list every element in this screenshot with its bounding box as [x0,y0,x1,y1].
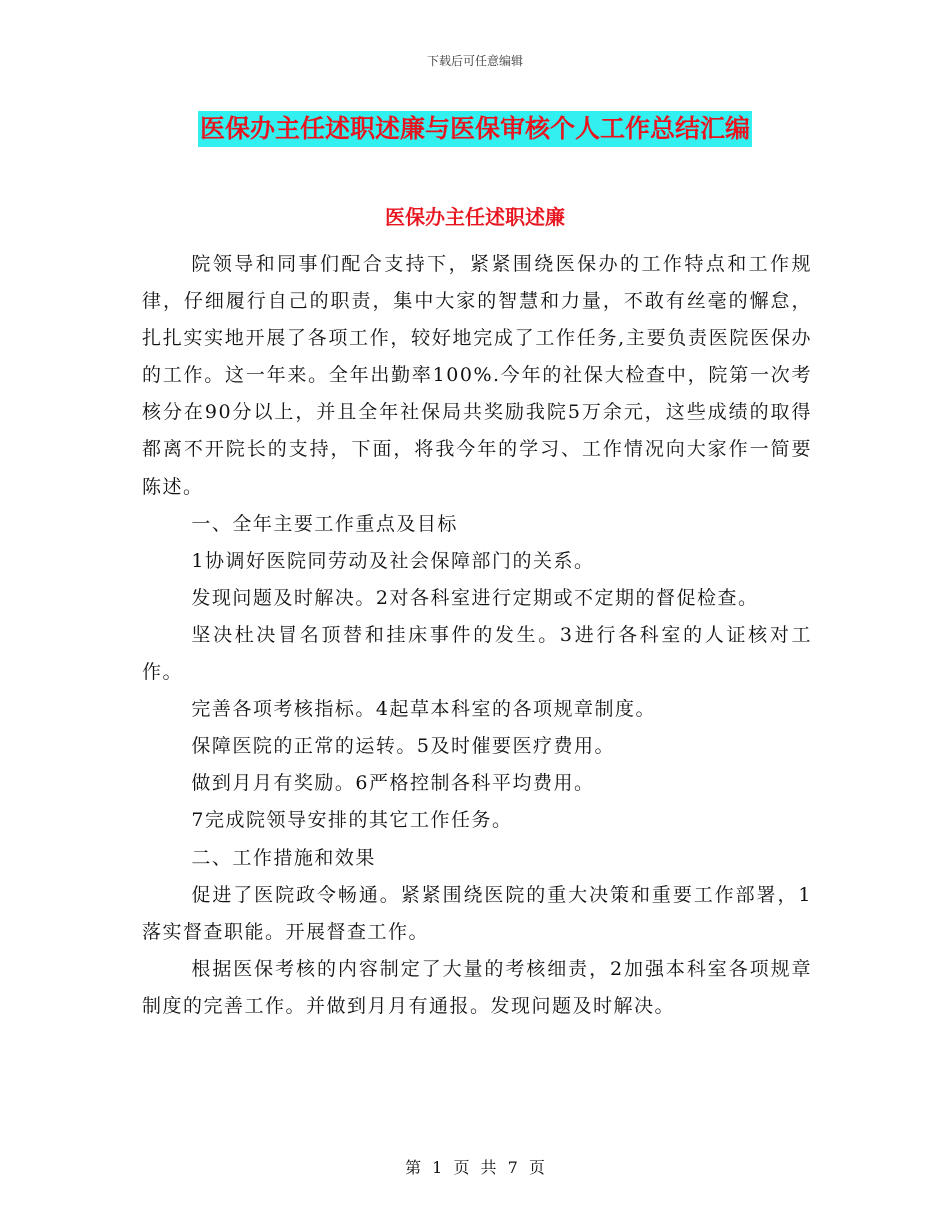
paragraph: 二、工作措施和效果 [191,846,376,869]
paragraph: 院领导和同事们配合支持下，紧紧围绕医保办的工作特点和工作规律，仔细履行自己的职责，集中大家的智慧和力量，不敢有丝毫的懈怠，扎扎实实地开展了各项工作，较好地完成了工作任务,主要负责医院医保办的工作。这一年来。全年出勤率100%.今年的社保大检查中，院第一次考核分在90分以上，并且全年社保局共奖励我院5万余元，这些成绩的取得都离不开院长的支持，下面，将我今年的学习、工作情况向大家作一简要陈述。 [142,253,812,498]
paragraph: 7完成院领导安排的其它工作任务。 [191,809,513,832]
paragraph: 做到月月有奖励。6严格控制各科平均费用。 [191,772,595,795]
section-title: 医保办主任述职述廉 [385,205,565,229]
paragraph: 一、全年主要工作重点及目标 [191,512,458,535]
page-number: 第 1 页 共 7 页 [405,1158,545,1177]
paragraph: 发现问题及时解决。2对各科室进行定期或不定期的督促检查。 [191,586,759,609]
header-note: 下载后可任意编辑 [426,54,523,68]
paragraph: 根据医保考核的内容制定了大量的考核细责，2加强本科室各项规章制度的完善工作。并做到月月有通报。发现问题及时解决。 [142,957,812,1017]
paragraph: 坚决杜决冒名顶替和挂床事件的发生。3进行各科室的人证核对工作。 [142,623,812,684]
paragraph: 完善各项考核指标。4起草本科室的各项规章制度。 [191,698,656,721]
paragraph: 促进了医院政令畅通。紧紧围绕医院的重大决策和重要工作部署，1落实督查职能。开展督查工作。 [142,883,812,943]
document-title: 医保办主任述职述廉与医保审核个人工作总结汇编 [198,111,752,147]
paragraph: 1协调好医院同劳动及社会保障部门的关系。 [191,549,595,572]
document-body [142,246,812,1025]
paragraph: 保障医院的正常的运转。5及时催要医疗费用。 [191,735,615,758]
document-title-container [0,111,950,147]
